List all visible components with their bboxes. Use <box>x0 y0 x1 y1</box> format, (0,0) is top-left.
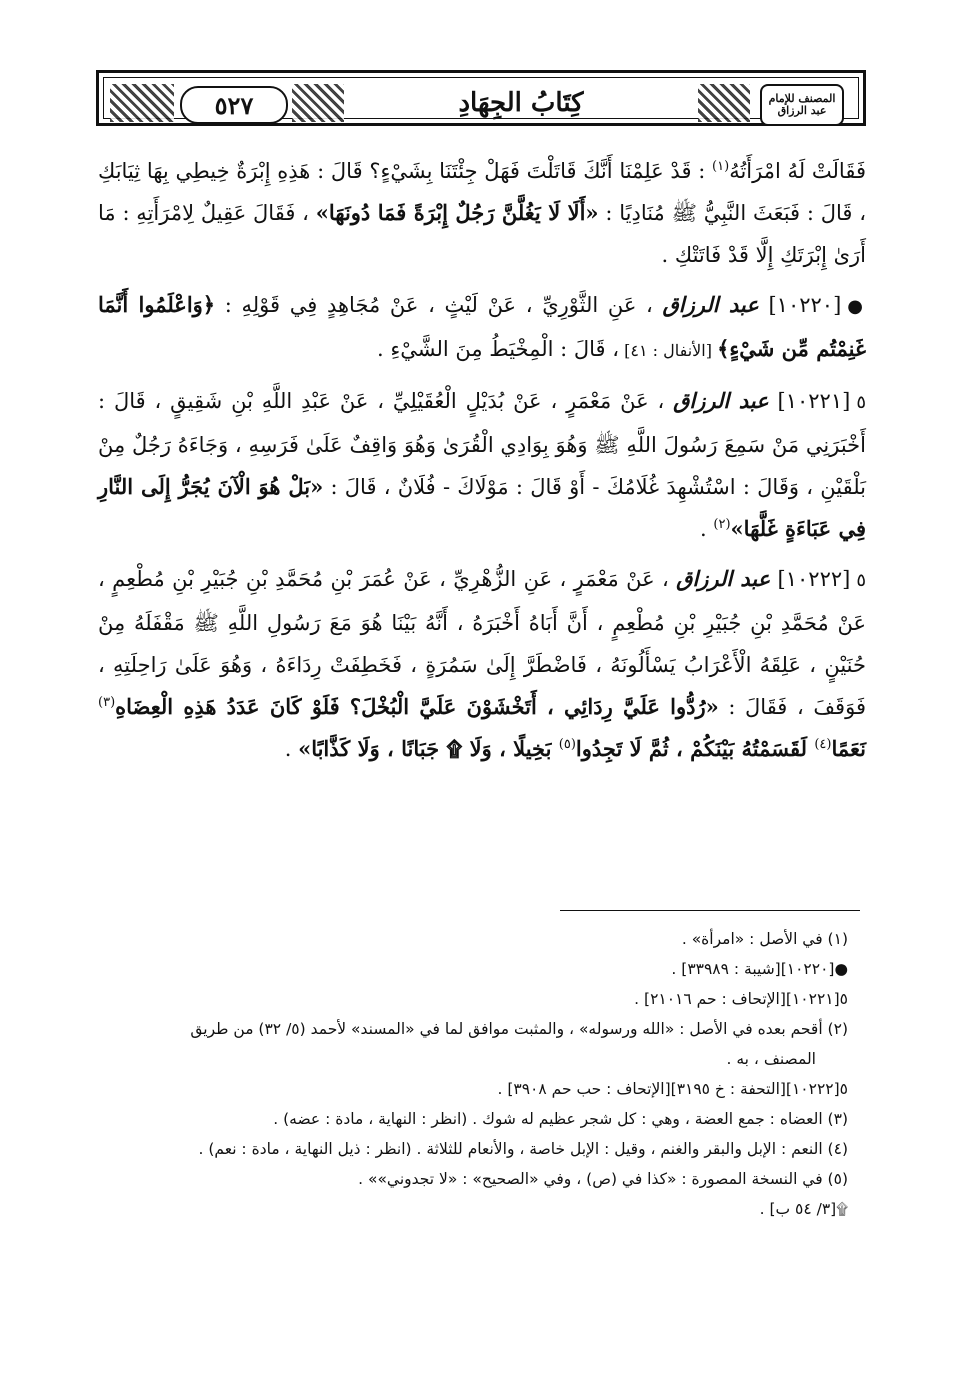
footnote-ref: (١) <box>712 159 730 174</box>
author-name: عبد الرزاق <box>662 292 759 317</box>
footnote-2: (٢) أقحم بعده في الأصل : «الله ورسوله» ، والمثبت موافق لما في «المسند» لأحمد (٥/ ٣٢) من طريق <box>190 1020 848 1038</box>
footnote-ref-10220: ●[١٠٢٢٠][شيبة : ٣٣٩٨٩] . <box>671 960 848 978</box>
page-header <box>96 70 866 126</box>
paragraph-10221 <box>98 380 866 550</box>
circle-marker-icon: ٥ <box>856 570 867 591</box>
circle-marker-icon: ٥ <box>856 392 866 413</box>
paragraph-1 <box>98 150 866 276</box>
manuscript-page-ref: ۩[٣/ ٥٤ ب] . <box>759 1200 848 1218</box>
footnote-ref: (٥) <box>558 737 576 752</box>
text-run: . <box>284 737 299 761</box>
footnote-divider <box>560 910 860 911</box>
author-name: عبد الرزاق <box>676 566 771 591</box>
ornament-right-inner-icon <box>698 84 750 122</box>
footnote-2-continued: المصنف ، به . <box>726 1050 816 1068</box>
chapter-title: كِتَابُ الجِهَادِ <box>458 88 584 118</box>
text-run: فَقَالَتْ لَهُ امْرَأَتُهُ <box>729 159 866 183</box>
quran-quote: ﴿وَاعْلَمُوا أَنَّمَا غَنِمْتُم مِّن شَيْءٍ﴾ <box>98 292 866 361</box>
hadith-quote: لَقَسَمْتُهُ بَيْنَكُمْ ، ثُمَّ لَا تَجِدُوا <box>575 736 815 761</box>
paragraph-10220 <box>98 284 866 372</box>
quran-reference: [الأنفال : ٤١] <box>619 341 718 360</box>
main-text <box>98 150 866 778</box>
footnote-ref-10222: ٥[١٠٢٢٢][التحفة : خ ٣١٩٥][الإتحاف : حب حم ٣٩٠٨] . <box>497 1080 848 1098</box>
hadith-quote: «بَلْ هُوَ الْآنَ يُجَرُّ إِلَى النَّارِ فِي عَبَاءَةٍ غَلَّهَا» <box>98 474 866 541</box>
header-inner-frame <box>103 77 859 119</box>
hadith-number: [١٠٢٢٠] <box>768 293 842 317</box>
book-logo: المصنف للإمام عبد الرزاق <box>760 84 844 126</box>
footnote-ref: (٢) <box>713 517 731 532</box>
text-run: ، فَقَالَ عَقِيلٌ لِامْرَأَتِهِ : مَا أَرَىٰ إِبْرَتَكِ إِلَّا قَدْ فَاتَتْكِ . <box>98 201 866 267</box>
hadith-quote: «رُدُّوا عَلَيَّ رِدَائِي ، أَتَخْشَوْنَ عَلَيَّ الْبُخْلَ؟ فَلَوْ كَانَ عَدَدُ هَذِهِ الْعِضَاهِ <box>115 694 719 719</box>
text-run: ، عَنْ مَعْمَرٍ ، عَنْ بُدَيْلٍ الْعُقَيْلِيِّ ، عَنْ عَبْدِ اللَّهِ بْنِ شَقِيقٍ ، قَالَ : أَخْبَرَنِي مَنْ سَمِعَ رَسُولَ اللَّهِ ﷺ وَهُوَ بِوَادِي الْقُرَىٰ وَهُوَ وَاقِفٌ عَلَىٰ فَرَسِهِ ، وَجَاءَهُ رَجُلٌ مِنْ بَلْقَيْنِ ، وَقَالَ : اسْتُشْهِدَ غُلَامُكَ - أَوْ قَالَ : مَوْلَاكَ - فُلَانٌ ، قَالَ : <box>98 389 866 499</box>
text-run: ، عَنْ مَعْمَرٍ ، عَنِ الزُّهْرِيِّ ، عَنْ عُمَرَ بْنِ مُحَمَّدِ بْنِ جُبَيْرِ بْنِ مُطْعِمٍ ، عَنْ مُحَمَّدِ بْنِ جُبَيْرِ بْنِ مُطْعِمٍ ، أَنَّ أَبَاهُ أَخْبَرَهُ ، أَنَّهُ بَيْنَا هُوَ مَعَ رَسُولِ اللَّهِ ﷺ مَقْفَلَهُ مِنْ حُنَيْنٍ ، عَلِقَهُ الْأَعْرَابُ يَسْأَلُونَهُ ، فَاضْطَرَّ إِلَىٰ سَمُرَةٍ ، فَخَطِفَتْ رِدَاءَهُ ، وَهُوَ عَلَىٰ رَاحِلَتِهِ ، فَوَقَفَ ، فَقَالَ : <box>98 567 866 719</box>
hadith-quote: نَعَمًا <box>831 736 866 761</box>
author-name: عبد الرزاق <box>673 388 769 413</box>
hadith-number: [١٠٢٢٢] <box>777 567 851 591</box>
text-run: ، قَالَ : الْمِخْيَطُ مِنَ الشَّيْءِ . <box>376 337 620 361</box>
footnote-5: (٥) في النسخة المصورة : «كذا في (ص) ، وفي «الصحيح» : «لا تجدوني»» . <box>358 1170 848 1188</box>
footnote-ref: (٣) <box>98 695 116 710</box>
page-number: ٥٢٧ <box>180 86 288 124</box>
footnotes <box>96 924 866 1224</box>
text-run: . <box>700 517 714 541</box>
paragraph-10222 <box>98 558 866 770</box>
text-run: ، عَنِ الثَّوْرِيِّ ، عَنْ لَيْثٍ ، عَنْ مُجَاهِدٍ فِي قَوْلِهِ : <box>215 293 663 317</box>
footnote-ref-10221: ٥[١٠٢٢١][الإتحاف : حم ٢١٠١٦] . <box>634 990 848 1008</box>
bullet-marker-icon: ● <box>847 296 866 317</box>
hadith-quote: «أَلَا لَا يَغُلَّنَّ رَجُلٌ إِبْرَةً فَمَا دُونَهَا» <box>315 200 599 225</box>
hadith-number: [١٠٢٢١] <box>777 389 851 413</box>
footnote-ref: (٤) <box>814 737 832 752</box>
ornament-left-icon <box>110 84 174 122</box>
hadith-quote: بَخِيلًا ، وَلَا ۩ جَبَانًا ، وَلَا كَذَّابًا» <box>298 736 559 761</box>
text-run: : قَدْ عَلِمْنَا أَنَّكَ قَاتَلْتَ فَهَلْ جِئْتَنَا بِشَيْءٍ؟ قَالَ : هَذِهِ إِبْرَةٌ خِيطِي بِهَا ثِيَابَكِ ، قَالَ : فَبَعَثَ النَّبِيُّ ﷺ مُنَادِيًا : <box>98 159 867 225</box>
footnote-1: (١) في الأصل : «امرأة» . <box>681 930 848 948</box>
ornament-left-inner-icon <box>292 84 344 122</box>
footnote-3: (٣) العضاه : جمع العضة ، وهي : كل شجر عظيم له شوك . (انظر : النهاية ، مادة : عضه) . <box>273 1110 848 1128</box>
footnote-4: (٤) النعم : الإبل والبقر والغنم ، وقيل : الإبل خاصة ، والأنعام للثلاثة . (انظر : ذيل النهاية ، مادة : نعم) . <box>198 1140 848 1158</box>
